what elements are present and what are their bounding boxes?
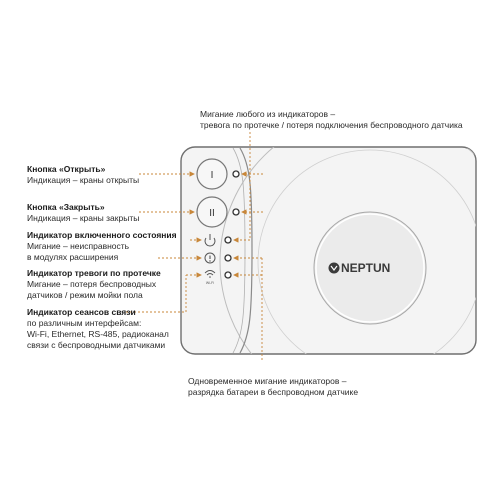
top-note-line1: Мигание любого из индикаторов – xyxy=(200,109,336,119)
neptun-logo xyxy=(314,212,426,324)
led-alarm xyxy=(225,255,231,261)
callout-open-desc: Индикация – краны открыты xyxy=(27,175,140,185)
callout-comm-title: Индикатор сеансов связи xyxy=(27,307,136,317)
top-note-line2: тревога по протечке / потеря подключения беспроводного датчика xyxy=(200,120,463,130)
callout-comm-desc3: связи с беспроводными датчиками xyxy=(27,340,166,350)
wifi-icon-label: Wi-Fi xyxy=(205,281,215,285)
callout-comm-desc2: Wi-Fi, Ethernet, RS-485, радиоканал xyxy=(27,329,169,339)
open-button[interactable] xyxy=(197,159,227,189)
callout-power-title: Индикатор включенного состояния xyxy=(27,230,177,240)
callout-close-title: Кнопка «Закрыть» xyxy=(27,202,105,212)
callout-open-title: Кнопка «Открыть» xyxy=(27,164,106,174)
close-button[interactable] xyxy=(197,197,227,227)
callout-close-desc: Индикация – краны закрыты xyxy=(27,213,140,223)
led-power xyxy=(225,237,231,243)
bottom-note-line2: разрядка батареи в беспроводном датчике xyxy=(188,387,359,397)
open-button-symbol: I xyxy=(210,170,214,181)
callout-power-desc2: в модулях расширения xyxy=(27,252,119,262)
led-close xyxy=(233,209,239,215)
callout-alarm-desc1: Мигание – потеря беспроводных xyxy=(27,279,157,289)
led-open xyxy=(233,171,239,177)
brand-name: NEPTUN xyxy=(341,261,391,275)
callout-comm-desc1: по различным интерфейсам: xyxy=(27,318,142,328)
led-comm xyxy=(225,272,231,278)
callout-alarm-desc2: датчиков / режим мойки пола xyxy=(27,290,143,300)
close-button-symbol: II xyxy=(209,208,215,219)
callout-alarm-title: Индикатор тревоги по протечке xyxy=(27,268,161,278)
callout-power-desc1: Мигание – неисправность xyxy=(27,241,130,251)
bottom-note-line1: Одновременное мигание индикаторов – xyxy=(188,376,347,386)
